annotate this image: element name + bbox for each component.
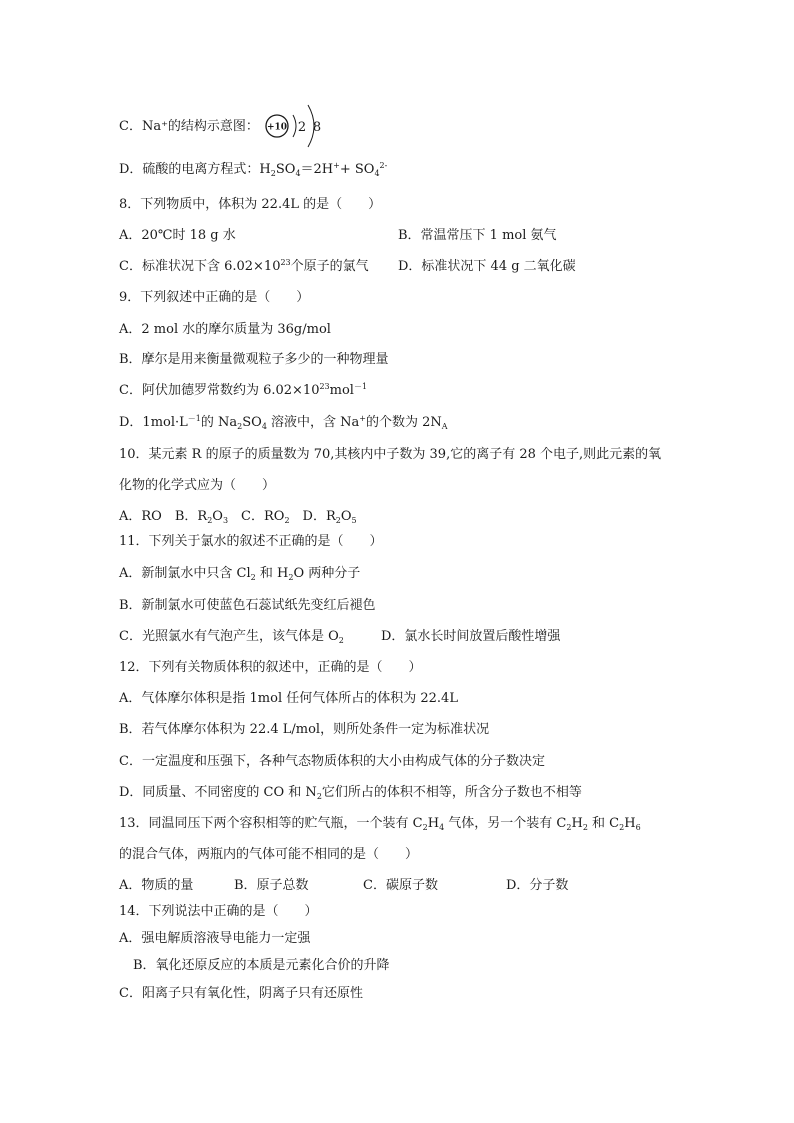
question-text: 11．下列关于氯水的叙述不正确的是（ ） <box>119 534 383 549</box>
option-text: C．Na⁺的结构示意图： <box>119 119 259 134</box>
question-8-options-row-1 <box>119 227 679 245</box>
option-13b: B．原子总数 <box>234 878 309 893</box>
option-9c <box>119 382 367 400</box>
option-11c <box>119 628 344 646</box>
subscript: 4 <box>439 823 445 832</box>
option-text: B．新制氯水可使蓝色石蕊试纸先变红后褪色 <box>119 598 376 613</box>
text-segment: 它们所占的体积不相等，所含分子数也不相等 <box>321 785 582 800</box>
subscript: 2 <box>207 516 213 525</box>
question-14-stem <box>119 903 318 921</box>
option-11b <box>119 597 376 615</box>
text-segment: SO <box>242 415 262 430</box>
option-7d <box>119 161 387 179</box>
option-text: B．摩尔是用来衡量微观粒子多少的一种物理量 <box>119 352 389 367</box>
subscript: A <box>441 422 448 431</box>
option-8d: D．标准状况下 44 g 二氧化碳 <box>398 259 576 274</box>
option-12a <box>119 690 458 708</box>
question-10-stem <box>119 446 661 464</box>
superscript: 2- <box>379 161 388 170</box>
question-8-stem <box>119 196 381 214</box>
text-segment: A．RO B．R <box>119 509 208 524</box>
question-text: 的混合气体，两瓶内的气体可能不相同的是（ ） <box>119 847 419 862</box>
subscript: 6 <box>635 823 641 832</box>
question-text: 10．某元素 R 的原子的质量数为 70,其核内中子数为 39,它的离子有 28 个电子,则此元素的氧 <box>119 447 662 462</box>
question-text: 8．下列物质中，体积为 22.4L 的是（ ） <box>119 197 382 212</box>
option-12d <box>119 784 582 802</box>
question-10-options <box>119 508 357 526</box>
question-8-options-row-2 <box>119 258 679 276</box>
question-10-stem-cont <box>119 477 275 495</box>
subscript: 2 <box>619 823 625 832</box>
subscript: 4 <box>295 169 301 178</box>
question-13-stem <box>119 815 641 833</box>
option-11d: D．氯水长时间放置后酸性增强 <box>381 629 561 644</box>
option-text: A．强电解质溶液导电能力一定强 <box>119 931 311 946</box>
option-13a: A．物质的量 <box>119 878 194 893</box>
subscript: 2 <box>270 169 276 178</box>
option-13d: D．分子数 <box>506 878 569 893</box>
option-12c <box>119 753 545 771</box>
option-9d <box>119 414 448 432</box>
text-segment: 和 C <box>587 816 620 831</box>
text-segment: D．同质量、不同密度的 CO 和 N <box>119 785 317 800</box>
option-13c: C．碳原子数 <box>363 878 438 893</box>
question-12-stem <box>119 659 422 677</box>
question-text: 9．下列叙述中正确的是（ ） <box>119 290 310 305</box>
subscript: 2 <box>338 636 344 645</box>
question-9-stem <box>119 289 309 307</box>
text-segment: 个原子的氯气 <box>290 259 369 274</box>
superscript: 23 <box>319 382 330 391</box>
option-14a <box>119 930 310 948</box>
question-13-stem-cont <box>119 846 418 864</box>
text-segment: H <box>571 816 583 831</box>
text-segment: 气体，另一个装有 C <box>444 816 567 831</box>
subscript: 4 <box>374 169 380 178</box>
superscript: －1 <box>187 414 201 423</box>
text-segment: A．新制氯水中只含 Cl <box>119 566 251 581</box>
option-text: A．气体摩尔体积是指 1mol 任何气体所占的体积为 22.4L <box>119 691 458 706</box>
text-segment: O 两种分子 <box>293 566 361 581</box>
na-ion-structure-diagram <box>262 101 342 151</box>
option-text: C．阳离子只有氧化性，阴离子只有还原性 <box>119 986 363 1001</box>
text-segment: C．光照氯水有气泡产生，该气体是 O <box>119 629 339 644</box>
option-12b <box>119 721 489 739</box>
text-segment: 和 H <box>255 566 289 581</box>
option-8a: A．20℃时 18 g 水 <box>119 228 236 243</box>
subscript: 4 <box>261 422 267 431</box>
subscript: 2 <box>316 792 322 801</box>
option-8b: B．常温常压下 1 mol 氨气 <box>398 228 557 243</box>
text-segment: D．R <box>289 509 336 524</box>
text-segment: 的个数为 2N <box>366 415 442 430</box>
text-segment: SO <box>275 162 296 177</box>
text-segment: mol <box>329 383 354 398</box>
subscript: 2 <box>566 823 572 832</box>
subscript: 2 <box>582 823 588 832</box>
text-segment: 的 Na <box>200 415 238 430</box>
text-segment: O <box>212 509 223 524</box>
superscript: + <box>359 414 366 423</box>
shell-2-electrons: 8 <box>312 120 322 135</box>
text-segment: 溶液中，含 Na <box>266 415 360 430</box>
question-text: 12．下列有关物质体积的叙述中，正确的是（ ） <box>119 660 422 675</box>
text-segment: D．硫酸的电离方程式：H <box>119 162 271 177</box>
option-11a <box>119 565 360 583</box>
subscript: 3 <box>222 516 229 525</box>
text-segment: C．标准状况下含 6.02×10 <box>119 259 281 274</box>
electron-shell-1-arc <box>293 115 296 137</box>
option-14b <box>133 957 390 975</box>
text-segment: D．1mol·L <box>119 415 188 430</box>
subscript: 2 <box>284 516 290 525</box>
subscript: 2 <box>422 823 428 832</box>
text-segment: H <box>624 816 636 831</box>
superscript: －1 <box>353 382 368 391</box>
shell-1-electrons: 2 <box>297 120 307 135</box>
question-11-stem <box>119 533 383 551</box>
subscript: 2 <box>237 422 243 431</box>
superscript: 23 <box>280 258 291 267</box>
option-9b <box>119 351 389 369</box>
text-segment: 13．同温同压下两个容积相等的贮气瓶，一个装有 C <box>119 816 423 831</box>
subscript: 2 <box>288 573 294 582</box>
option-7c <box>119 118 259 136</box>
superscript: + <box>333 161 340 170</box>
text-segment: H <box>427 816 440 831</box>
question-11-options-row <box>119 628 679 646</box>
question-text: 14．下列说法中正确的是（ ） <box>119 904 318 919</box>
subscript: 5 <box>351 516 357 525</box>
option-text: B．若气体摩尔体积为 22.4 L/mol，则所处条件一定为标准状况 <box>119 722 490 737</box>
option-text: A．2 mol 水的摩尔质量为 36g/mol <box>119 322 331 337</box>
option-text: C．一定温度和压强下，各种气态物质体积的大小由构成气体的分子数决定 <box>119 754 545 769</box>
text-segment: C．阿伏加德罗常数约为 6.02×10 <box>119 383 320 398</box>
option-8c <box>119 258 369 276</box>
subscript: 2 <box>250 573 256 582</box>
question-text: 化物的化学式应为（ ） <box>119 478 276 493</box>
nucleus-charge: +10 <box>266 122 288 133</box>
option-14c <box>119 985 363 1003</box>
option-text: B．氧化还原反应的本质是元素化合价的升降 <box>133 958 390 973</box>
question-13-options <box>119 877 679 895</box>
text-segment: ＝2H <box>300 162 334 177</box>
text-segment: O <box>340 509 352 524</box>
text-segment: C．RO <box>228 509 285 524</box>
subscript: 2 <box>335 516 341 525</box>
option-9a <box>119 321 331 339</box>
text-segment: + SO <box>339 162 375 177</box>
